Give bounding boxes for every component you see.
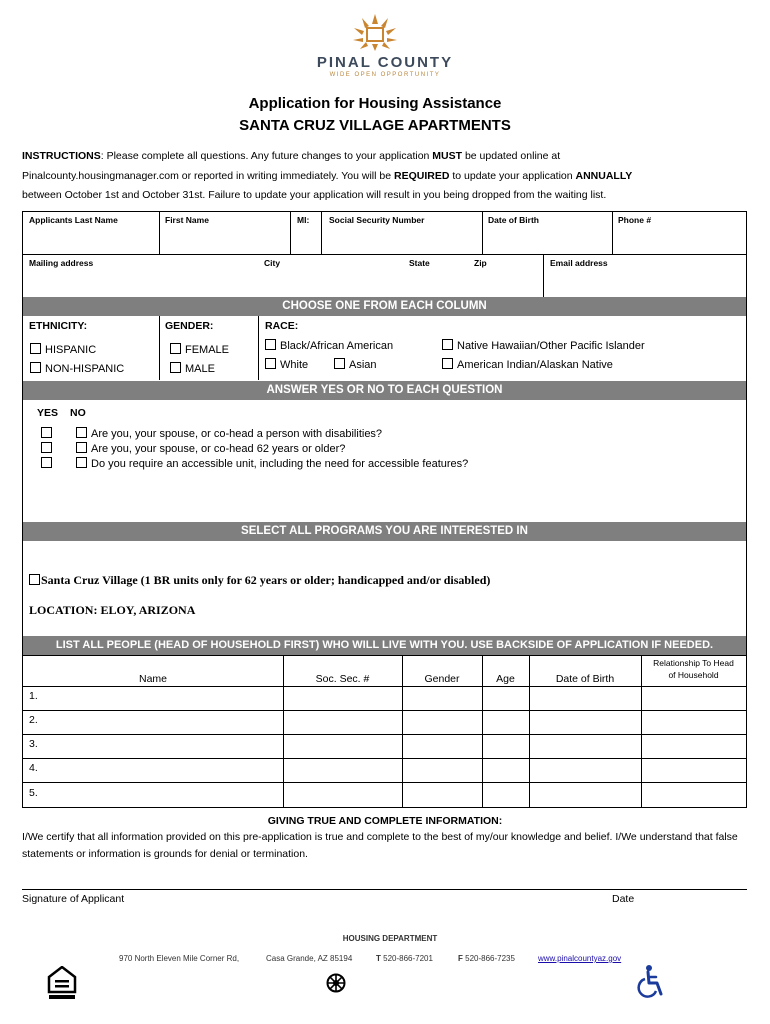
checkbox-icon <box>30 362 41 373</box>
checkbox-icon <box>76 457 87 468</box>
city-field[interactable]: City <box>264 258 281 268</box>
housing-department: HOUSING DEPARTMENT <box>342 934 438 943</box>
white-label: White <box>280 359 309 371</box>
col-ssn: Soc. Sec. # <box>315 673 370 685</box>
white-checkbox[interactable] <box>265 358 308 371</box>
equal-housing-icon <box>47 966 77 1000</box>
black-label: Black/African American <box>280 340 394 352</box>
divider <box>290 212 291 254</box>
male-label: MALE <box>185 363 215 375</box>
black-checkbox[interactable] <box>265 339 393 352</box>
certification-text: I/We certify that all information provided on this pre-application is true and complete to the best of my/our knowledge and belief. I/We understand that false statements or information is grounds for denial or termination. <box>22 831 738 860</box>
table-row[interactable]: 1. <box>29 690 38 702</box>
instructions-text-2a: Pinalcounty.housingmanager.com or reported in writing immediately. You will be <box>22 169 394 182</box>
dob-field[interactable]: Date of Birth <box>488 215 539 225</box>
checkbox-icon <box>76 427 87 438</box>
ssn-field[interactable]: Social Security Number <box>329 215 425 225</box>
question-3: Do you require an accessible unit, including the need for accessible features? <box>91 458 469 470</box>
col-relationship <box>641 657 746 681</box>
divider <box>482 212 483 254</box>
asian-checkbox[interactable] <box>334 358 377 371</box>
footer-fax <box>458 954 515 963</box>
divider <box>23 758 746 759</box>
question-1: Are you, your spouse, or co-head a person with disabilities? <box>91 428 383 440</box>
hispanic-checkbox[interactable] <box>30 343 96 356</box>
american-indian-label: American Indian/Alaskan Native <box>457 359 613 371</box>
q1-no-checkbox[interactable] <box>76 427 382 440</box>
female-checkbox[interactable] <box>170 343 229 356</box>
phone-number: 520-866-7201 <box>383 954 433 963</box>
col-dob: Date of Birth <box>555 673 615 685</box>
col-gender: Gender <box>424 673 460 685</box>
mailing-address-field[interactable]: Mailing address <box>29 258 94 268</box>
hawaiian-checkbox[interactable] <box>442 339 645 352</box>
last-name-field[interactable]: Applicants Last Name <box>29 215 118 225</box>
divider <box>321 212 322 254</box>
instructions-annually: ANNUALLY <box>575 169 633 182</box>
signature-label: Signature of Applicant <box>22 893 125 905</box>
instructions-must: MUST <box>432 150 463 162</box>
checkbox-icon <box>442 339 453 350</box>
non-hispanic-checkbox[interactable] <box>30 362 124 375</box>
checkbox-icon <box>41 427 52 438</box>
female-label: FEMALE <box>185 344 230 356</box>
phone-field[interactable]: Phone # <box>618 215 652 225</box>
american-indian-checkbox[interactable] <box>442 358 613 371</box>
instructions-label: INSTRUCTIONS <box>22 150 101 162</box>
instructions-text-1b: be updated online at <box>462 150 561 162</box>
gender-label: GENDER: <box>165 320 214 332</box>
checkbox-icon <box>334 358 345 369</box>
divider <box>159 212 160 254</box>
divider <box>23 710 746 711</box>
checkbox-icon <box>170 343 181 354</box>
male-checkbox[interactable] <box>170 362 215 375</box>
checkbox-icon <box>41 457 52 468</box>
divider <box>23 655 746 656</box>
program-option-label: Santa Cruz Village (1 BR units only for 62 years or older; handicapped and/or disabled) <box>41 573 491 587</box>
q3-yes-checkbox[interactable] <box>41 457 56 470</box>
checkbox-icon <box>442 358 453 369</box>
table-row[interactable]: 2. <box>29 714 38 726</box>
mi-field[interactable]: MI: <box>297 215 310 225</box>
date-label: Date <box>612 893 635 905</box>
signature-line[interactable] <box>22 889 747 890</box>
table-row[interactable]: 3. <box>29 738 38 750</box>
page-subtitle: SANTA CRUZ VILLAGE APARTMENTS <box>239 117 511 134</box>
county-name: PINAL COUNTY <box>316 54 454 71</box>
col-relationship-line-2: of Household <box>668 670 719 680</box>
zip-field[interactable]: Zip <box>474 258 487 268</box>
choose-section-header: CHOOSE ONE FROM EACH COLUMN <box>23 297 746 316</box>
q1-yes-checkbox[interactable] <box>41 427 56 440</box>
no-column-label: NO <box>70 407 86 419</box>
footer-phone <box>376 954 433 963</box>
asian-label: Asian <box>349 359 377 371</box>
yes-column-label: YES <box>37 407 59 419</box>
instructions-text-1a: : Please complete all questions. Any future changes to your application <box>100 150 433 162</box>
programs-section-header: SELECT ALL PROGRAMS YOU ARE INTERESTED IN <box>23 522 746 541</box>
checkbox-icon <box>265 358 276 369</box>
ethnicity-label: ETHNICITY: <box>29 320 88 332</box>
divider <box>159 316 160 380</box>
checkbox-icon <box>76 442 87 453</box>
certification-title: GIVING TRUE AND COMPLETE INFORMATION: <box>267 815 503 827</box>
checkbox-icon <box>265 339 276 350</box>
divider <box>612 212 613 254</box>
divider <box>543 254 544 297</box>
col-age: Age <box>496 673 515 685</box>
table-row[interactable]: 5. <box>29 787 38 799</box>
county-tagline: WIDE OPEN OPPORTUNITY <box>329 72 441 78</box>
footer-address: 970 North Eleven Mile Corner Rd, <box>119 954 240 963</box>
race-label: RACE: <box>265 320 299 332</box>
seal-icon <box>326 973 346 993</box>
program-location: LOCATION: ELOY, ARIZONA <box>29 603 196 617</box>
non-hispanic-label: NON-HISPANIC <box>45 363 125 375</box>
instructions <box>22 147 752 206</box>
checkbox-icon <box>41 442 52 453</box>
hawaiian-label: Native Hawaiian/Other Pacific Islander <box>457 340 645 352</box>
q2-yes-checkbox[interactable] <box>41 442 56 455</box>
first-name-field[interactable]: First Name <box>165 215 209 225</box>
q3-no-checkbox[interactable] <box>76 457 468 470</box>
col-name: Name <box>138 673 167 685</box>
q2-no-checkbox[interactable] <box>76 442 345 455</box>
checkbox-icon <box>170 362 181 373</box>
divider <box>23 254 746 255</box>
hispanic-label: HISPANIC <box>45 344 97 356</box>
question-2: Are you, your spouse, or co-head 62 years or older? <box>91 443 346 455</box>
divider <box>258 316 259 380</box>
fax-label: F <box>458 954 463 963</box>
checkbox-icon <box>29 574 40 585</box>
household-section-header: LIST ALL PEOPLE (HEAD OF HOUSEHOLD FIRST) WHO WILL LIVE WITH YOU. USE BACKSIDE OF APPLICATION IF NEEDED. <box>23 636 746 655</box>
santa-cruz-village-checkbox[interactable] <box>29 573 490 588</box>
accessibility-icon <box>636 963 666 1001</box>
divider <box>23 686 746 687</box>
yes-no-section-header: ANSWER YES OR NO TO EACH QUESTION <box>23 381 746 400</box>
col-relationship-line-1: Relationship To Head <box>653 658 734 668</box>
website-link[interactable]: www.pinalcountyaz.gov <box>538 954 622 963</box>
footer-city: Casa Grande, AZ 85194 <box>266 954 353 963</box>
checkbox-icon <box>30 343 41 354</box>
pinal-county-logo-icon <box>340 12 410 52</box>
instructions-text-2b: to update your application <box>449 169 576 182</box>
email-field[interactable]: Email address <box>550 258 608 268</box>
divider <box>23 782 746 783</box>
fax-number: 520-866-7235 <box>465 954 515 963</box>
instructions-text-3: between October 1st and October 31st. Failure to update your application will result in you being dropped from the waiting list. <box>22 189 607 201</box>
phone-label: T <box>376 954 381 963</box>
state-field[interactable]: State <box>409 258 430 268</box>
table-row[interactable]: 4. <box>29 762 38 774</box>
divider <box>23 734 746 735</box>
page-title: Application for Housing Assistance <box>248 95 502 112</box>
instructions-required: REQUIRED <box>393 169 450 182</box>
